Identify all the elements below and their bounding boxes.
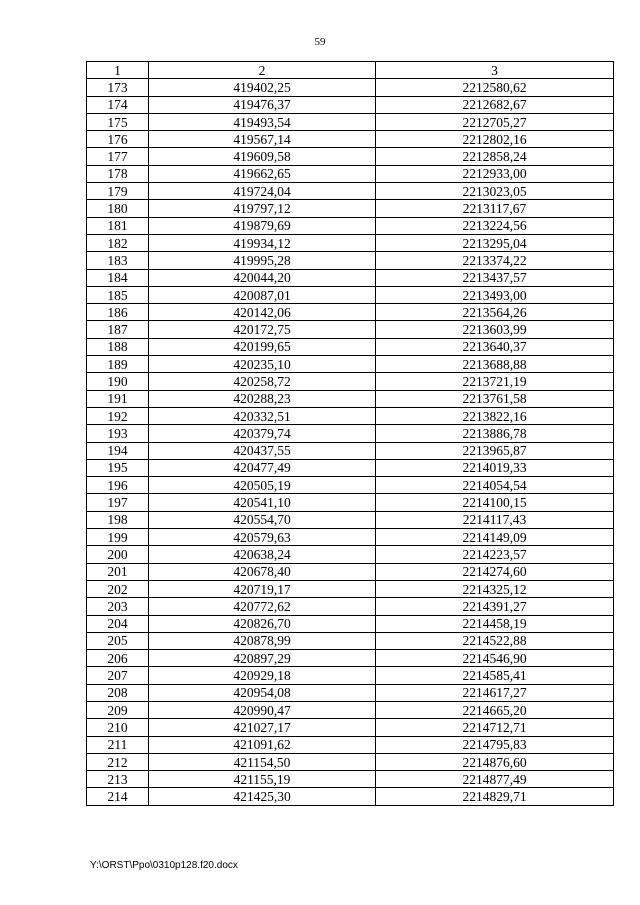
table-row [87,183,614,200]
y-coordinate-cell: 2214391,27 [376,598,614,615]
point-number-cell: 197 [87,494,149,511]
table-row [87,425,614,442]
point-number-cell: 185 [87,286,149,303]
x-coordinate-cell: 420332,51 [149,407,376,424]
x-coordinate-cell: 420258,72 [149,373,376,390]
x-coordinate-cell: 420719,17 [149,580,376,597]
table-row [87,580,614,597]
point-number-cell: 181 [87,217,149,234]
table-row [87,148,614,165]
y-coordinate-cell: 2212933,00 [376,165,614,182]
y-coordinate-cell: 2214712,71 [376,719,614,736]
y-coordinate-cell: 2213117,67 [376,200,614,217]
table-row [87,701,614,718]
y-coordinate-cell: 2214522,88 [376,632,614,649]
table-row [87,529,614,546]
table-row [87,632,614,649]
table-row [87,459,614,476]
column-header-3: 3 [376,62,614,79]
y-coordinate-cell: 2213822,16 [376,407,614,424]
y-coordinate-cell: 2213023,05 [376,183,614,200]
point-number-cell: 213 [87,771,149,788]
y-coordinate-cell: 2214117,43 [376,511,614,528]
table-row [87,736,614,753]
point-number-cell: 204 [87,615,149,632]
x-coordinate-cell: 419567,14 [149,131,376,148]
x-coordinate-cell: 419402,25 [149,79,376,96]
y-coordinate-cell: 2213886,78 [376,425,614,442]
y-coordinate-cell: 2214829,71 [376,788,614,805]
table-row [87,390,614,407]
x-coordinate-cell: 421425,30 [149,788,376,805]
x-coordinate-cell: 419879,69 [149,217,376,234]
y-coordinate-cell: 2212682,67 [376,96,614,113]
table-row [87,753,614,770]
table-row [87,96,614,113]
x-coordinate-cell: 420897,29 [149,650,376,667]
table-row [87,563,614,580]
point-number-cell: 189 [87,356,149,373]
x-coordinate-cell: 420554,70 [149,511,376,528]
table-row [87,269,614,286]
page-number: 59 [314,36,326,48]
x-coordinate-cell: 421155,19 [149,771,376,788]
x-coordinate-cell: 420437,55 [149,442,376,459]
x-coordinate-cell: 420638,24 [149,546,376,563]
table-row [87,356,614,373]
x-coordinate-cell: 420772,62 [149,598,376,615]
point-number-cell: 190 [87,373,149,390]
point-number-cell: 202 [87,580,149,597]
y-coordinate-cell: 2214546,90 [376,650,614,667]
y-coordinate-cell: 2212858,24 [376,148,614,165]
y-coordinate-cell: 2214617,27 [376,684,614,701]
y-coordinate-cell: 2214019,33 [376,459,614,476]
x-coordinate-cell: 420044,20 [149,269,376,286]
y-coordinate-cell: 2213640,37 [376,338,614,355]
table-row [87,407,614,424]
table-header-row [87,62,614,79]
point-number-cell: 207 [87,667,149,684]
x-coordinate-cell: 419609,58 [149,148,376,165]
y-coordinate-cell: 2214274,60 [376,563,614,580]
column-header-2: 2 [149,62,376,79]
x-coordinate-cell: 420678,40 [149,563,376,580]
table-row [87,373,614,390]
table-row [87,598,614,615]
y-coordinate-cell: 2212580,62 [376,79,614,96]
point-number-cell: 186 [87,304,149,321]
point-number-cell: 175 [87,113,149,130]
x-coordinate-cell: 419797,12 [149,200,376,217]
table-row [87,234,614,251]
point-number-cell: 200 [87,546,149,563]
point-number-cell: 195 [87,459,149,476]
point-number-cell: 212 [87,753,149,770]
table-row [87,650,614,667]
point-number-cell: 176 [87,131,149,148]
point-number-cell: 211 [87,736,149,753]
y-coordinate-cell: 2213761,58 [376,390,614,407]
table-row [87,217,614,234]
x-coordinate-cell: 420172,75 [149,321,376,338]
x-coordinate-cell: 420199,65 [149,338,376,355]
point-number-cell: 178 [87,165,149,182]
table-row [87,719,614,736]
x-coordinate-cell: 419995,28 [149,252,376,269]
x-coordinate-cell: 420505,19 [149,477,376,494]
x-coordinate-cell: 420878,99 [149,632,376,649]
table-row [87,494,614,511]
point-number-cell: 184 [87,269,149,286]
point-number-cell: 205 [87,632,149,649]
x-coordinate-cell: 420579,63 [149,529,376,546]
point-number-cell: 209 [87,701,149,718]
table-row [87,615,614,632]
table-row [87,200,614,217]
x-coordinate-cell: 420235,10 [149,356,376,373]
y-coordinate-cell: 2213688,88 [376,356,614,373]
point-number-cell: 208 [87,684,149,701]
y-coordinate-cell: 2214100,15 [376,494,614,511]
y-coordinate-cell: 2214877,49 [376,771,614,788]
point-number-cell: 199 [87,529,149,546]
y-coordinate-cell: 2214054,54 [376,477,614,494]
point-number-cell: 214 [87,788,149,805]
point-number-cell: 193 [87,425,149,442]
x-coordinate-cell: 419662,65 [149,165,376,182]
table-row [87,788,614,805]
y-coordinate-cell: 2214458,19 [376,615,614,632]
table-row [87,338,614,355]
x-coordinate-cell: 420541,10 [149,494,376,511]
y-coordinate-cell: 2213965,87 [376,442,614,459]
table-row [87,321,614,338]
point-number-cell: 174 [87,96,149,113]
x-coordinate-cell: 420288,23 [149,390,376,407]
point-number-cell: 196 [87,477,149,494]
point-number-cell: 203 [87,598,149,615]
table-row [87,113,614,130]
y-coordinate-cell: 2213374,22 [376,252,614,269]
point-number-cell: 179 [87,183,149,200]
x-coordinate-cell: 419934,12 [149,234,376,251]
point-number-cell: 191 [87,390,149,407]
y-coordinate-cell: 2213493,00 [376,286,614,303]
x-coordinate-cell: 420379,74 [149,425,376,442]
y-coordinate-cell: 2214223,57 [376,546,614,563]
file-path-footer: Y:\ORST\Ppo\0310p128.f20.docx [90,860,238,871]
point-number-cell: 201 [87,563,149,580]
x-coordinate-cell: 420929,18 [149,667,376,684]
point-number-cell: 182 [87,234,149,251]
point-number-cell: 177 [87,148,149,165]
table-row [87,771,614,788]
table-body [87,79,614,805]
y-coordinate-cell: 2214325,12 [376,580,614,597]
x-coordinate-cell: 420954,08 [149,684,376,701]
y-coordinate-cell: 2214149,09 [376,529,614,546]
point-number-cell: 192 [87,407,149,424]
x-coordinate-cell: 420826,70 [149,615,376,632]
y-coordinate-cell: 2214876,60 [376,753,614,770]
point-number-cell: 180 [87,200,149,217]
x-coordinate-cell: 421154,50 [149,753,376,770]
table-row [87,165,614,182]
point-number-cell: 210 [87,719,149,736]
x-coordinate-cell: 419476,37 [149,96,376,113]
x-coordinate-cell: 420990,47 [149,701,376,718]
table-row [87,477,614,494]
point-number-cell: 194 [87,442,149,459]
x-coordinate-cell: 420087,01 [149,286,376,303]
x-coordinate-cell: 419493,54 [149,113,376,130]
point-number-cell: 183 [87,252,149,269]
x-coordinate-cell: 421027,17 [149,719,376,736]
y-coordinate-cell: 2213603,99 [376,321,614,338]
x-coordinate-cell: 420477,49 [149,459,376,476]
column-header-1: 1 [87,62,149,79]
table-row [87,304,614,321]
table-row [87,684,614,701]
table-row [87,442,614,459]
x-coordinate-cell: 419724,04 [149,183,376,200]
coordinates-table [86,61,614,806]
y-coordinate-cell: 2212705,27 [376,113,614,130]
point-number-cell: 173 [87,79,149,96]
y-coordinate-cell: 2213564,26 [376,304,614,321]
table-row [87,546,614,563]
y-coordinate-cell: 2213224,56 [376,217,614,234]
table-row [87,79,614,96]
y-coordinate-cell: 2213721,19 [376,373,614,390]
table-row [87,252,614,269]
y-coordinate-cell: 2213437,57 [376,269,614,286]
point-number-cell: 206 [87,650,149,667]
y-coordinate-cell: 2213295,04 [376,234,614,251]
point-number-cell: 187 [87,321,149,338]
y-coordinate-cell: 2214585,41 [376,667,614,684]
y-coordinate-cell: 2212802,16 [376,131,614,148]
point-number-cell: 188 [87,338,149,355]
table-row [87,667,614,684]
table-row [87,131,614,148]
table-row [87,511,614,528]
x-coordinate-cell: 421091,62 [149,736,376,753]
x-coordinate-cell: 420142,06 [149,304,376,321]
point-number-cell: 198 [87,511,149,528]
y-coordinate-cell: 2214795,83 [376,736,614,753]
table-row [87,286,614,303]
y-coordinate-cell: 2214665,20 [376,701,614,718]
